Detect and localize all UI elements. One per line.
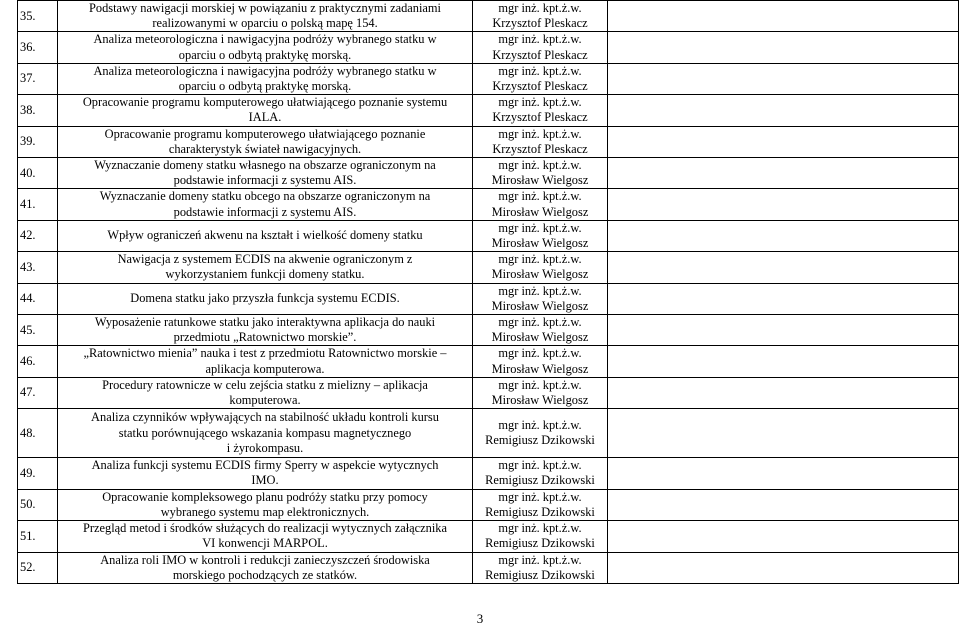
topic-number: 45.	[18, 315, 58, 346]
table-row	[18, 489, 959, 520]
supervisor-name: mgr inż. kpt.ż.w. Mirosław Wielgosz	[491, 283, 589, 313]
topic-title: Analiza roli IMO w kontroli i redukcji zanieczyszczeń środowiska morskiego pochodzących ze statków.	[100, 552, 430, 582]
topic-number: 41.	[18, 189, 58, 220]
table-row	[18, 521, 959, 552]
empty-cell	[608, 409, 959, 458]
supervisor-cell	[473, 283, 608, 314]
topic-title: Wyposażenie ratunkowe statku jako interaktywna aplikacja do nauki przedmiotu „Ratownictwo morskie”.	[94, 315, 436, 345]
table-row	[18, 63, 959, 94]
supervisor-cell	[473, 189, 608, 220]
topic-title-cell	[58, 252, 473, 283]
supervisor-cell	[473, 552, 608, 583]
table-row	[18, 409, 959, 458]
topic-number: 38.	[18, 95, 58, 126]
supervisor-cell	[473, 220, 608, 251]
empty-cell	[608, 126, 959, 157]
topic-title: Wyznaczanie domeny statku własnego na obszarze ograniczonym na podstawie informacji z systemu AIS.	[94, 158, 436, 188]
supervisor-name: mgr inż. kpt.ż.w. Krzysztof Pleskacz	[492, 63, 588, 94]
supervisor-cell	[473, 95, 608, 126]
empty-cell	[608, 158, 959, 189]
topic-title: Analiza meteorologiczna i nawigacyjna podróży wybranego statku w oparciu o odbytą praktykę morską.	[93, 63, 437, 94]
table-row	[18, 458, 959, 489]
topic-number: 37.	[18, 63, 58, 94]
empty-cell	[608, 283, 959, 314]
empty-cell	[608, 521, 959, 552]
supervisor-cell	[473, 458, 608, 489]
topics-table	[17, 0, 959, 584]
supervisor-name: mgr inż. kpt.ż.w. Krzysztof Pleskacz	[492, 32, 588, 62]
supervisor-cell	[473, 315, 608, 346]
topic-number: 50.	[18, 489, 58, 520]
topic-number: 48.	[18, 409, 58, 458]
supervisor-name: mgr inż. kpt.ż.w. Remigiusz Dzikowski	[485, 521, 595, 551]
topic-title: Podstawy nawigacji morskiej w powiązaniu z praktycznymi zadaniami realizowanymi w oparciu o polską mapę 154.	[89, 1, 441, 31]
empty-cell	[608, 1, 959, 32]
topic-title: Opracowanie kompleksowego planu podróży statku przy pomocy wybranego systemu map elektronicznych.	[102, 489, 428, 519]
topic-title: Analiza czynników wpływających na stabilność układu kontroli kursu statku porównującego wskazania kompasu magnetycznego i żyrokompasu.	[91, 410, 439, 455]
empty-cell	[608, 32, 959, 63]
topic-title-cell	[58, 521, 473, 552]
empty-cell	[608, 189, 959, 220]
topic-title: Opracowanie programu komputerowego ułatwiającego poznanie systemu IALA.	[82, 95, 448, 125]
topic-number: 40.	[18, 158, 58, 189]
empty-cell	[608, 377, 959, 408]
supervisor-name: mgr inż. kpt.ż.w. Mirosław Wielgosz	[491, 346, 589, 376]
topic-title-cell	[58, 32, 473, 63]
supervisor-name: mgr inż. kpt.ż.w. Mirosław Wielgosz	[491, 189, 589, 219]
empty-cell	[608, 346, 959, 377]
empty-cell	[608, 63, 959, 94]
table-row	[18, 346, 959, 377]
topic-number: 43.	[18, 252, 58, 283]
supervisor-name: mgr inż. kpt.ż.w. Remigiusz Dzikowski	[485, 489, 595, 519]
supervisor-name: mgr inż. kpt.ż.w. Mirosław Wielgosz	[491, 377, 589, 408]
empty-cell	[608, 252, 959, 283]
topic-title-cell	[58, 315, 473, 346]
topic-title: Procedury ratownicze w celu zejścia statku z mielizny – aplikacja komputerowa.	[102, 377, 428, 408]
supervisor-name: mgr inż. kpt.ż.w. Mirosław Wielgosz	[491, 252, 589, 282]
supervisor-cell	[473, 126, 608, 157]
supervisor-name: mgr inż. kpt.ż.w. Krzysztof Pleskacz	[492, 95, 588, 125]
topic-number: 47.	[18, 377, 58, 408]
empty-cell	[608, 489, 959, 520]
supervisor-cell	[473, 252, 608, 283]
supervisor-name: mgr inż. kpt.ż.w. Mirosław Wielgosz	[491, 315, 589, 345]
supervisor-cell	[473, 409, 608, 458]
topic-number: 44.	[18, 283, 58, 314]
supervisor-name: mgr inż. kpt.ż.w. Krzysztof Pleskacz	[492, 1, 588, 31]
topic-title-cell	[58, 63, 473, 94]
topic-title: Przegląd metod i środków służących do realizacji wytycznych załącznika VI konwencji MARPOL.	[83, 521, 447, 551]
topic-title-cell	[58, 189, 473, 220]
topic-title-cell	[58, 458, 473, 489]
supervisor-cell	[473, 63, 608, 94]
table-row	[18, 189, 959, 220]
topic-title: Wyznaczanie domeny statku obcego na obszarze ograniczonym na podstawie informacji z systemu AIS.	[99, 189, 431, 219]
supervisor-name: mgr inż. kpt.ż.w. Remigiusz Dzikowski	[485, 552, 595, 582]
topic-number: 49.	[18, 458, 58, 489]
topic-title-cell	[58, 1, 473, 32]
table-row	[18, 552, 959, 583]
supervisor-cell	[473, 1, 608, 32]
table-row	[18, 377, 959, 408]
supervisor-name: mgr inż. kpt.ż.w. Mirosław Wielgosz	[491, 158, 589, 188]
topic-title-cell	[58, 377, 473, 408]
topic-title-cell	[58, 552, 473, 583]
topic-title-cell	[58, 158, 473, 189]
topic-number: 42.	[18, 220, 58, 251]
topic-title-cell	[58, 95, 473, 126]
topic-title: Wpływ ograniczeń akwenu na kształt i wielkość domeny statku	[107, 228, 423, 243]
supervisor-name: mgr inż. kpt.ż.w. Krzysztof Pleskacz	[492, 126, 588, 156]
supervisor-cell	[473, 521, 608, 552]
topic-title-cell	[58, 283, 473, 314]
topic-number: 52.	[18, 552, 58, 583]
supervisor-name: mgr inż. kpt.ż.w. Remigiusz Dzikowski	[485, 458, 595, 488]
supervisor-name: mgr inż. kpt.ż.w. Mirosław Wielgosz	[491, 220, 589, 251]
empty-cell	[608, 552, 959, 583]
topic-title-cell	[58, 346, 473, 377]
supervisor-cell	[473, 158, 608, 189]
table-row	[18, 220, 959, 251]
supervisor-cell	[473, 489, 608, 520]
supervisor-name: mgr inż. kpt.ż.w. Remigiusz Dzikowski	[485, 418, 595, 448]
topic-title: Opracowanie programu komputerowego ułatwiającego poznanie charakterystyk świateł nawigacyjnych.	[104, 126, 426, 156]
table-row	[18, 158, 959, 189]
supervisor-cell	[473, 346, 608, 377]
supervisor-cell	[473, 377, 608, 408]
topic-title-cell	[58, 220, 473, 251]
topic-title: Analiza funkcji systemu ECDIS firmy Sperry w aspekcie wytycznych IMO.	[91, 458, 439, 488]
topic-number: 35.	[18, 1, 58, 32]
empty-cell	[608, 220, 959, 251]
topic-title: „Ratownictwo mienia” nauka i test z przedmiotu Ratownictwo morskie – aplikacja komputerowa.	[83, 346, 447, 376]
table-row	[18, 32, 959, 63]
topic-title-cell	[58, 126, 473, 157]
empty-cell	[608, 95, 959, 126]
topic-number: 39.	[18, 126, 58, 157]
table-row	[18, 1, 959, 32]
supervisor-cell	[473, 32, 608, 63]
page-number: 3	[476, 611, 484, 626]
table-row	[18, 126, 959, 157]
table-row	[18, 283, 959, 314]
topic-number: 36.	[18, 32, 58, 63]
topics-table-body	[18, 1, 959, 584]
topic-number: 46.	[18, 346, 58, 377]
empty-cell	[608, 458, 959, 489]
topic-title-cell	[58, 489, 473, 520]
topic-title: Analiza meteorologiczna i nawigacyjna podróży wybranego statku w oparciu o odbytą praktykę morską.	[93, 32, 437, 62]
topic-title-cell	[58, 409, 473, 458]
table-row	[18, 95, 959, 126]
empty-cell	[608, 315, 959, 346]
topic-title: Nawigacja z systemem ECDIS na akwenie ograniczonym z wykorzystaniem funkcji domeny statku.	[117, 252, 413, 282]
topic-title: Domena statku jako przyszła funkcja systemu ECDIS.	[130, 291, 400, 306]
topic-number: 51.	[18, 521, 58, 552]
table-row	[18, 315, 959, 346]
table-row	[18, 252, 959, 283]
